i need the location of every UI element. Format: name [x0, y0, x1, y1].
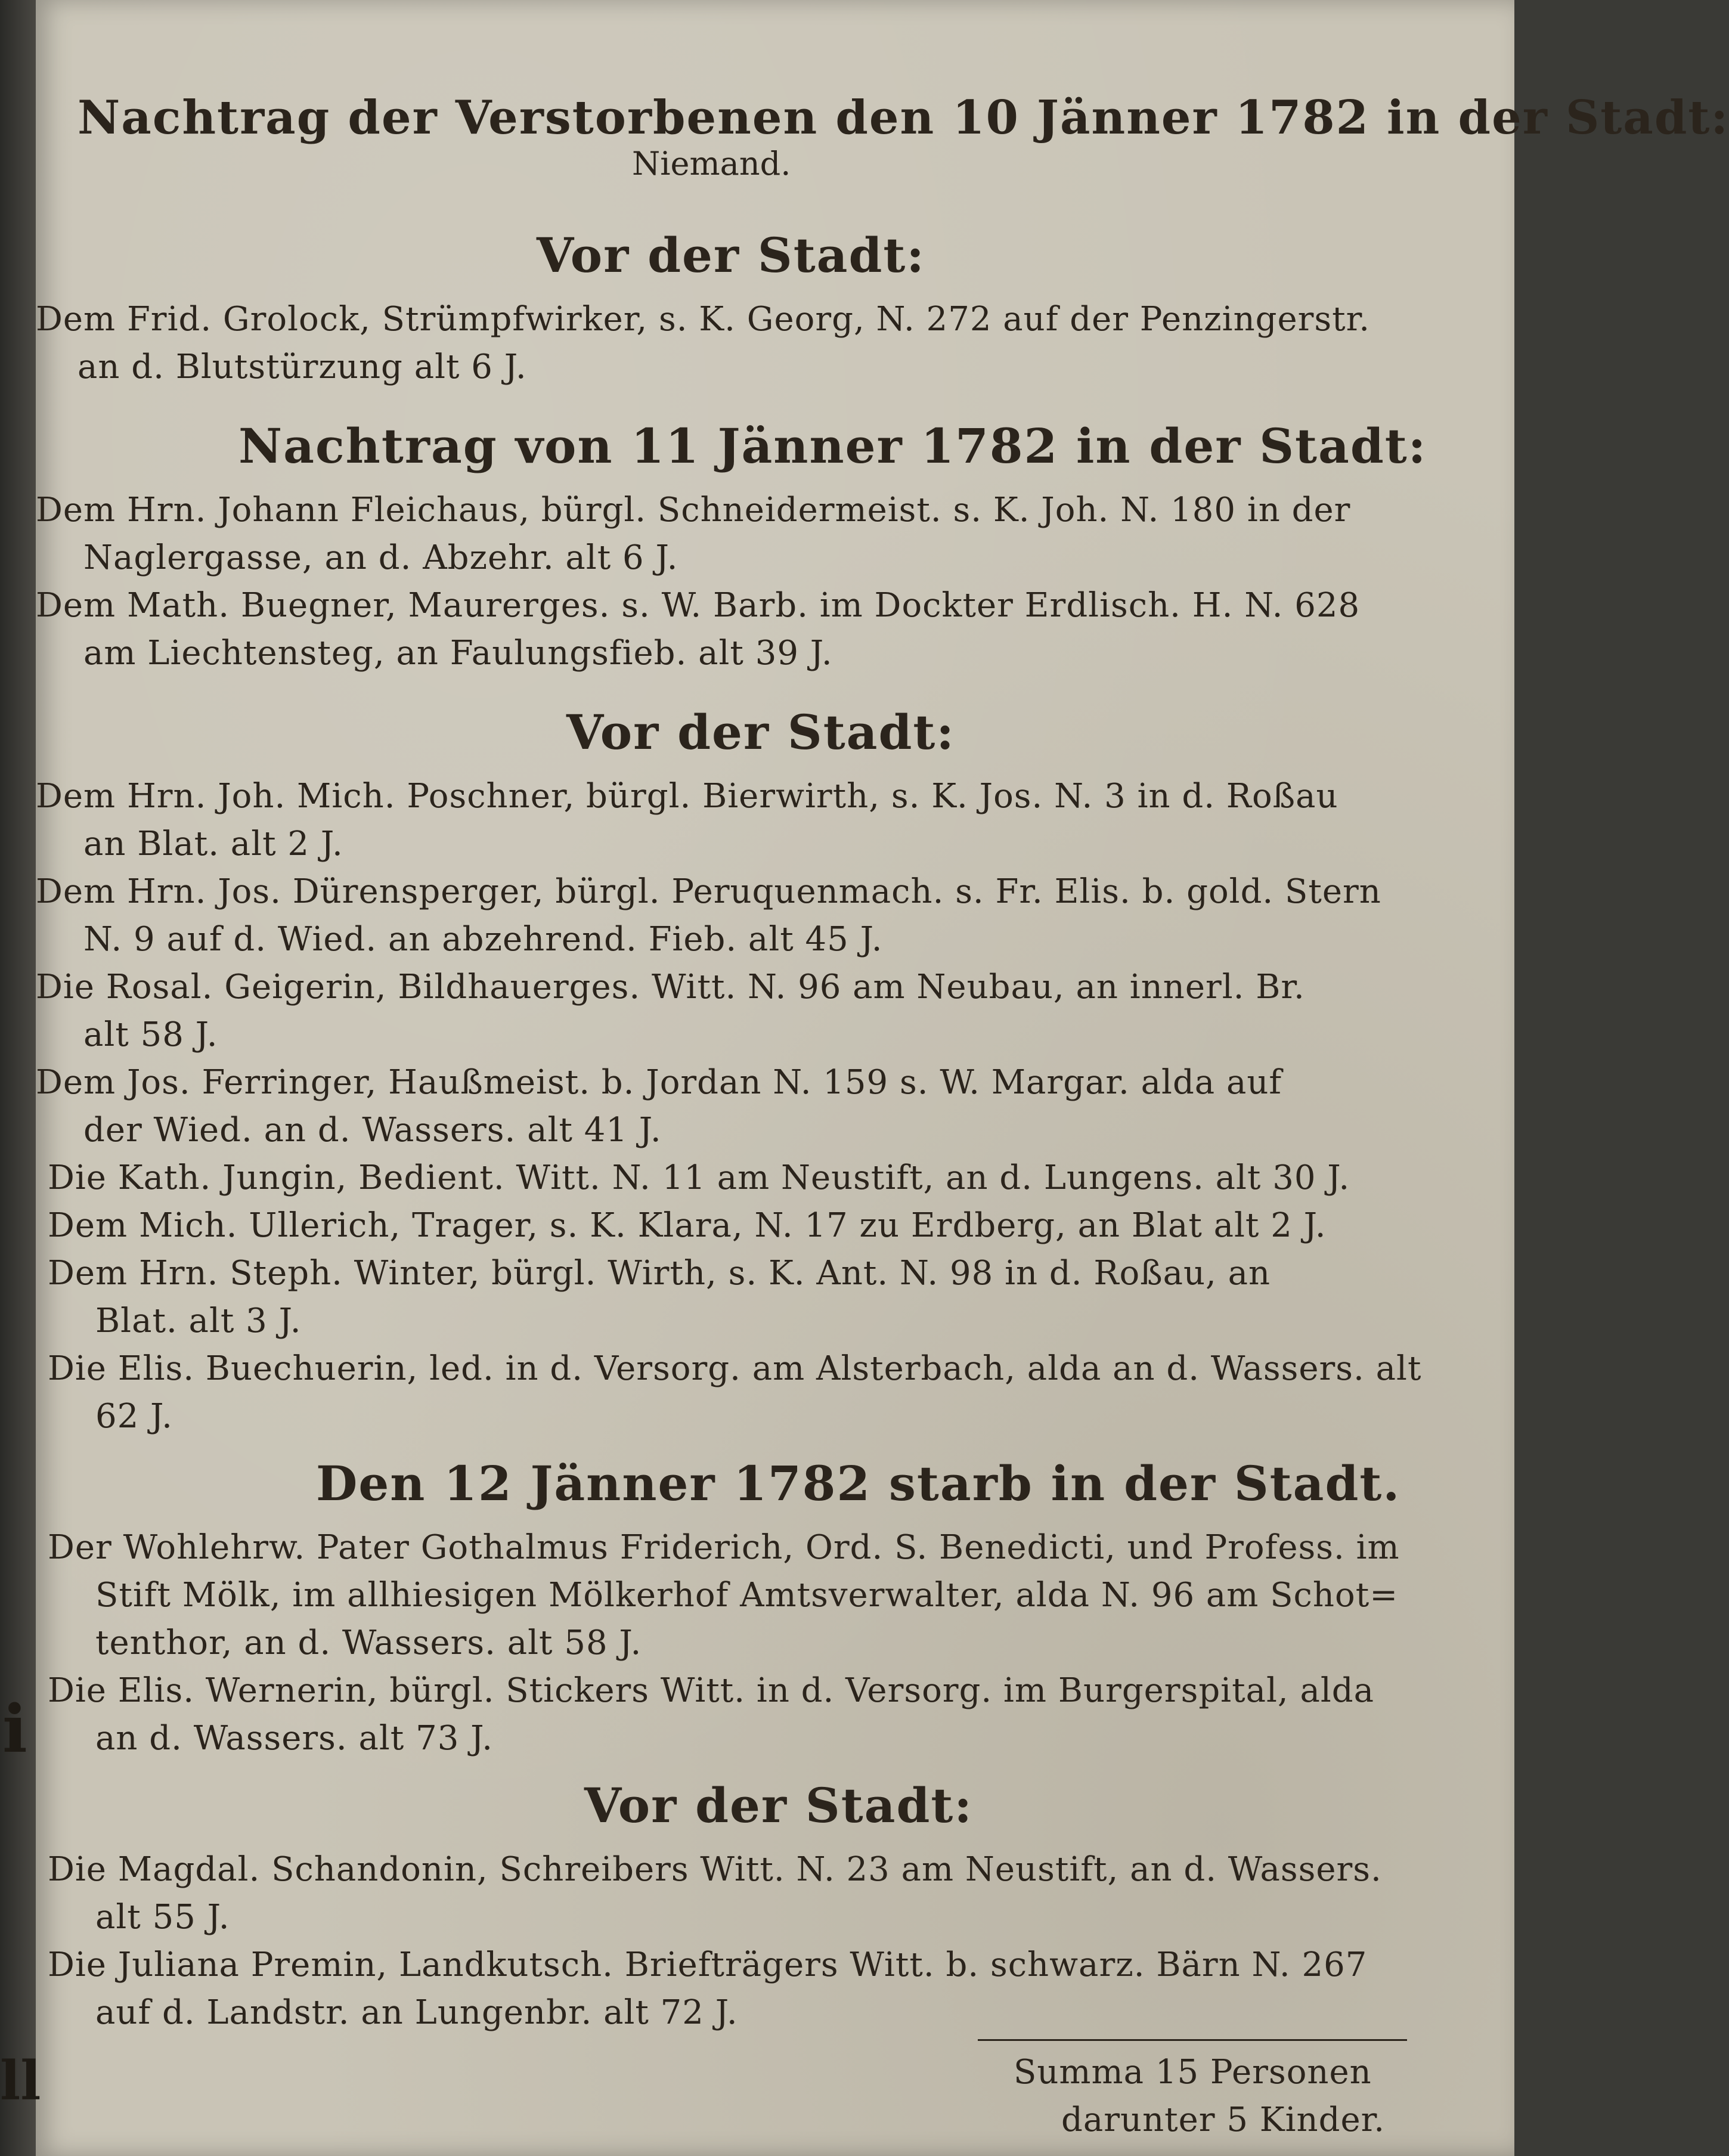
section-heading: Vor der Stadt:	[537, 227, 925, 283]
entry-line: am Liechtensteg, an Faulungsfieb. alt 39 J.	[83, 634, 833, 673]
summary-total: Summa 15 Personen	[1014, 2053, 1372, 2092]
entry-line: Die Magdal. Schandonin, Schreibers Witt. N. 23 am Neustift, an d. Wassers.	[48, 1850, 1382, 1889]
entry-line: Naglergasse, an d. Abzehr. alt 6 J.	[83, 538, 678, 577]
entry-line: Dem Hrn. Steph. Winter, bürgl. Wirth, s. K. Ant. N. 98 in d. Roßau, an	[48, 1254, 1271, 1293]
page-text	[36, 0, 1729, 2156]
entry-line: N. 9 auf d. Wied. an abzehrend. Fieb. alt 45 J.	[83, 920, 883, 959]
document-page	[36, 0, 1729, 2156]
entry-line: Blat. alt 3 J.	[95, 1302, 302, 1340]
entry-line: Dem Math. Buegner, Maurerges. s. W. Barb. im Dockter Erdlisch. H. N. 628	[36, 586, 1361, 625]
entry-line: alt 55 J.	[95, 1898, 230, 1937]
entry-line: Die Elis. Buechuerin, led. in d. Versorg. am Alsterbach, alda an d. Wassers. alt	[48, 1349, 1422, 1388]
summary-children: darunter 5 Kinder.	[1061, 2101, 1385, 2139]
margin-mark: ll	[0, 2049, 41, 2112]
section-heading: Nachtrag von 11 Jänner 1782 in der Stadt:	[238, 418, 1427, 474]
entry-line: Die Juliana Premin, Landkutsch. Briefträgers Witt. b. schwarz. Bärn N. 267	[48, 1946, 1368, 1984]
summary-rule	[978, 2039, 1407, 2041]
entry-line: Dem Hrn. Jos. Dürensperger, bürgl. Peruquenmach. s. Fr. Elis. b. gold. Stern	[36, 872, 1381, 911]
section-heading: Vor der Stadt:	[584, 1777, 973, 1833]
entry-line: Der Wohlehrw. Pater Gothalmus Friderich, Ord. S. Benedicti, und Profess. im	[48, 1528, 1400, 1567]
entry-line: Dem Hrn. Joh. Mich. Poschner, bürgl. Bierwirth, s. K. Jos. N. 3 in d. Roßau	[36, 777, 1338, 816]
entry-line: Die Rosal. Geigerin, Bildhauerges. Witt. N. 96 am Neubau, an innerl. Br.	[36, 968, 1305, 1006]
entry-line: Dem Frid. Grolock, Strümpfwirker, s. K. Georg, N. 272 auf der Penzingerstr.	[36, 300, 1371, 339]
document-title: Nachtrag der Verstorbenen den 10 Jänner 1782 in der Stadt:	[78, 91, 1729, 145]
entry-line: an Blat. alt 2 J.	[83, 825, 343, 863]
entry-line: tenthor, an d. Wassers. alt 58 J.	[95, 1624, 642, 1662]
entry-line: der Wied. an d. Wassers. alt 41 J.	[83, 1111, 662, 1150]
entry-line: auf d. Landstr. an Lungenbr. alt 72 J.	[95, 1993, 738, 2032]
entry-line: Stift Mölk, im allhiesigen Mölkerhof Amtsverwalter, alda N. 96 am Schot=	[95, 1576, 1399, 1615]
section-heading: Den 12 Jänner 1782 starb in der Stadt.	[316, 1455, 1401, 1511]
entry-line: Dem Hrn. Johann Fleichaus, bürgl. Schneidermeist. s. K. Joh. N. 180 in der	[36, 491, 1351, 529]
entry-line: an d. Blutstürzung alt 6 J.	[78, 348, 527, 386]
entry-line: 62 J.	[95, 1397, 173, 1436]
entry-line: Dem Jos. Ferringer, Haußmeist. b. Jordan N. 159 s. W. Margar. alda auf	[36, 1063, 1282, 1102]
entry-line: Die Kath. Jungin, Bedient. Witt. N. 11 am Neustift, an d. Lungens. alt 30 J.	[48, 1158, 1350, 1197]
book-binding	[0, 0, 36, 2156]
margin-mark: i	[2, 1690, 27, 1767]
section-heading: Vor der Stadt:	[566, 704, 955, 760]
entry-line: Die Elis. Wernerin, bürgl. Stickers Witt. in d. Versorg. im Burgerspital, alda	[48, 1671, 1375, 1710]
entry-line: Dem Mich. Ullerich, Trager, s. K. Klara, N. 17 zu Erdberg, an Blat alt 2 J.	[48, 1206, 1327, 1245]
none-line: Niemand.	[632, 145, 791, 182]
entry-line: alt 58 J.	[83, 1015, 218, 1054]
entry-line: an d. Wassers. alt 73 J.	[95, 1719, 494, 1758]
